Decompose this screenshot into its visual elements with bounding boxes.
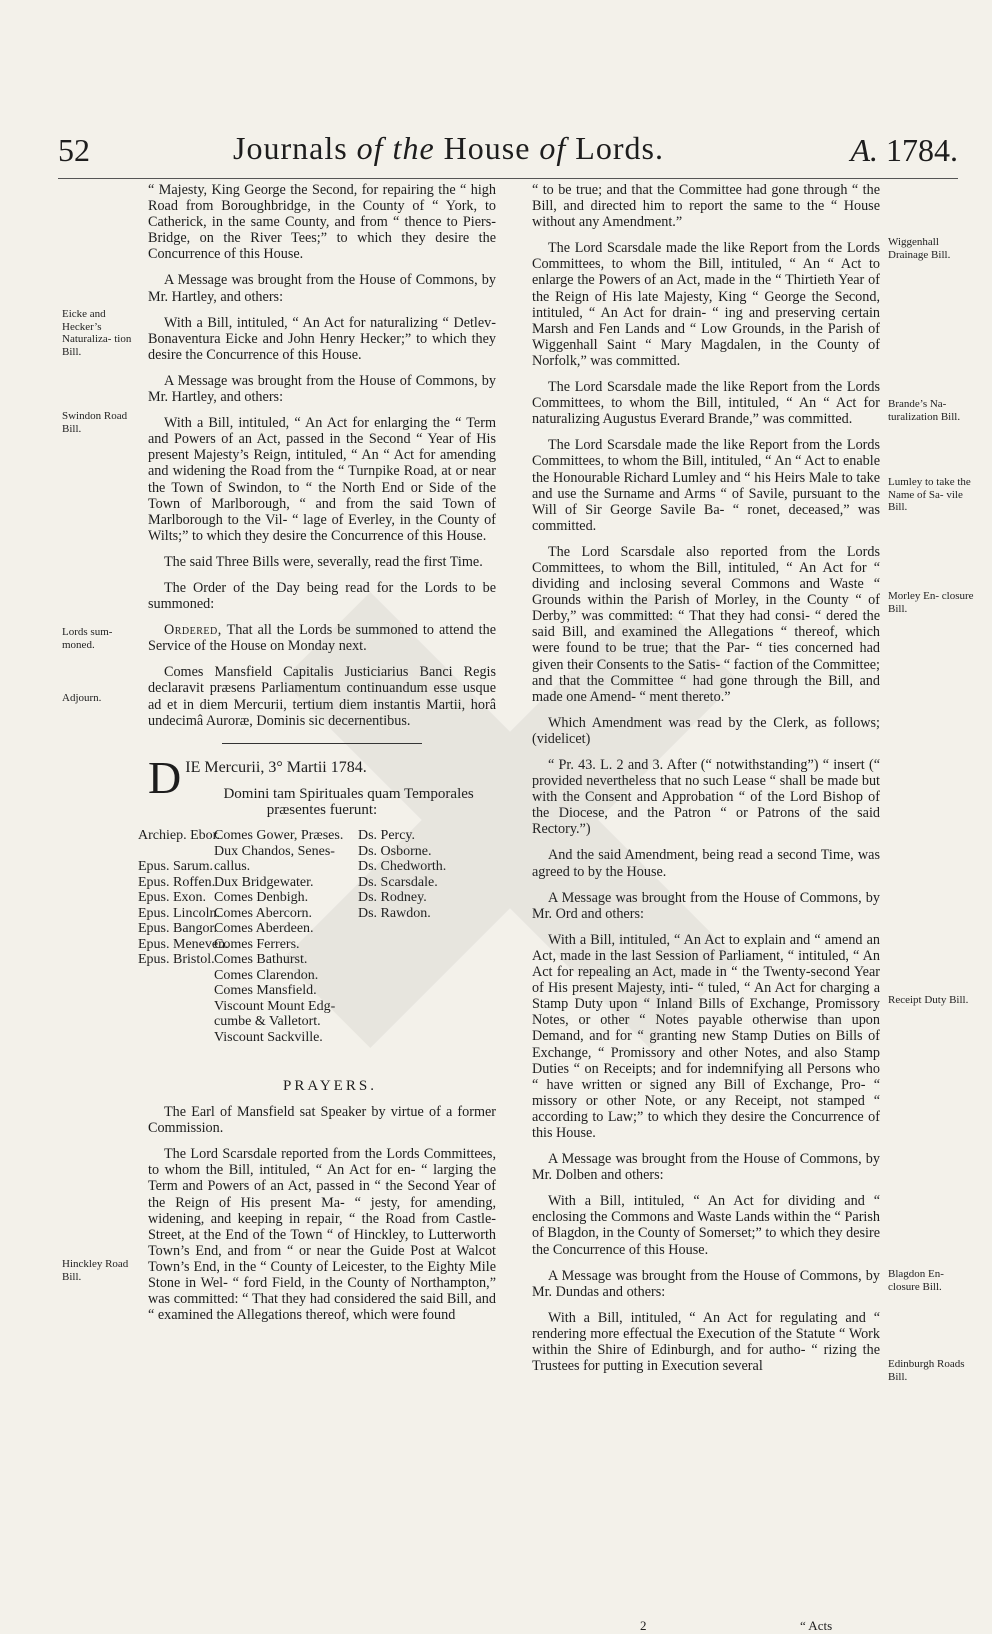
margin-note-hinckley: Hinckley Road Bill. [62, 1258, 129, 1283]
paragraph: “ to be true; and that the Committee had gone through “ the Bill, and directed him to report the same to the “ House without any Amendment.” [532, 182, 880, 231]
lord-entry: Viscount Sackville. [214, 1029, 323, 1045]
paragraph: The Order of the Day being read for the Lords to be summoned: [148, 579, 496, 613]
margin-note-lords-summoned: Lords sum- moned. [62, 626, 113, 651]
lord-entry: Epus. Lincoln. [138, 905, 221, 921]
paragraph: Which Amendment was read by the Clerk, as follows; (videlicet) [532, 714, 880, 747]
catchword: “ Acts [800, 1618, 833, 1633]
lord-entry: Epus. Exon. [138, 890, 207, 905]
running-title: Journals of the House of Lords. [233, 130, 664, 166]
margin-note-adjourn: Adjourn. [62, 692, 102, 704]
lords-column-barons [358, 828, 446, 921]
paragraph: The said Three Bills were, severally, read the first Time. [164, 553, 483, 570]
left-column [138, 182, 496, 1333]
margin-note-wiggenhall: Wiggenhall Drainage Bill. [888, 236, 951, 261]
paragraph: A Message was brought from the House of Commons, by Mr. Hartley, and others: [148, 372, 496, 406]
lord-entry: Archiep. Ebor. [138, 828, 221, 843]
lord-entry: Dux Chandos, Senes- [214, 843, 335, 859]
signature-mark: 2 [640, 1618, 647, 1633]
page-number: 52 [58, 132, 90, 168]
paragraph: A Message was brought from the House of Commons, by Mr. Hartley, and others: [148, 272, 496, 305]
lord-entry: Ds. Osborne. [358, 843, 432, 859]
right-column [532, 182, 880, 1384]
lord-entry: Ds. Chedworth. [358, 859, 447, 874]
lord-entry: Ds. Scarsdale. [358, 874, 438, 890]
margin-note-blagdon: Blagdon En- closure Bill. [888, 1268, 944, 1293]
paragraph: The Lord Scarsdale also reported from the Lords Committees, to whom the Bill, intituled, “ An Act for “ dividing and inclosing several Commons and Waste “ Grounds within the Parish of Morley, in the County “ of Derby,” was committed: “ That they had consi- “ dered the said Bill, and examined the Allegations “ thereof, which were found to be true; that the Par- “ ties concerned had given their Consents to the Satis- “ faction of the Committee; and that the Committee “ had gone through the Bill, and made one Amend- “ ment thereto.” [532, 543, 880, 705]
lord-entry: Comes Clarendon. [214, 967, 319, 983]
ordered-paragraph: Ordered, That all the Lords be summoned to attend the Service of the House on Monday next. [148, 622, 496, 655]
lord-entry: callus. [214, 859, 251, 874]
section-divider [222, 743, 422, 744]
ordered-word: Ordered, [164, 622, 222, 639]
lord-entry: Comes Gower, Præses. [214, 828, 344, 843]
lord-entry: Dux Bridgewater. [214, 874, 314, 890]
lord-entry: Ds. Rawdon. [358, 905, 431, 921]
adjournment-paragraph: Comes Mansfield Capitalis Justiciarius Banci Regis declaravit præsens Parliamentum continuandum esse usque ad et in diem Mercurii, tertium diem instantis Martii, horâ undecimâ Auroræ, Dominis sic decernentibus. [148, 664, 496, 729]
paragraph: The Lord Scarsdale made the like Report from the Lords Committees, to whom the Bill, intituled, “ An “ Act to enable the Honourable Richard Lumley and “ his Heirs Male to take and use the Surname and Arms “ of Savile, pursuant to the Will of Sir George Savile Ba- “ ronet, deceased,” was committed. [532, 437, 880, 534]
paragraph: A Message was brought from the House of Commons, by Mr. Ord and others: [532, 889, 880, 922]
lord-entry: Epus. Bristol. [138, 952, 215, 967]
paragraph: With a Bill, intituled, “ An Act for dividing and “ enclosing the Commons and Waste Lands within the “ Parish of Blagdon, in the County of Somerset;” to which they desire the Concurrence of this House. [532, 1193, 880, 1258]
domini-heading: Domini tam Spirituales quam Temporales præsentes fuerunt: [223, 785, 474, 818]
lords-column-temporal [214, 828, 343, 1045]
year-heading: A. 1784. [850, 132, 958, 168]
paragraph: The Earl of Mansfield sat Speaker by virtue of a former Commission. [148, 1104, 496, 1137]
paragraph: The Lord Scarsdale made the like Report from the Lords Committees, to whom the Bill, intituled, “ An “ Act to enlarge the Powers of an Act, made in the “ Thirtieth Year of the Reign of His late Majesty, King “ George the Second, intituled, “ An Act for drain- “ ing and preserving certain Marsh and Fen Lands and “ Low Grounds, in the Parish of Wiggenhall Saint “ Mary Magdalen, in the County of Norfolk,” was committed. [532, 240, 880, 369]
margin-note-eicke: Eicke and Hecker’s Naturaliza- tion Bill. [62, 308, 132, 358]
lords-present-list [138, 828, 496, 1078]
paragraph: With a Bill, intituled, “ An Act for naturalizing “ Detlev-Bonaventura Eicke and John Henry Hecker;” to which they desire the Concurrence of this House. [148, 314, 496, 363]
margin-note-edinburgh: Edinburgh Roads Bill. [888, 1358, 965, 1383]
paragraph: With a Bill, intituled, “ An Act for regulating and “ rendering more effectual the Execution of the Statute “ Work within the Shire of Edinburgh, and for autho- “ rizing the Trustees for putting in Execution several [532, 1309, 880, 1375]
paragraph: With a Bill, intituled, “ An Act for enlarging the “ Term and Powers of an Act, passed in the Second “ Year of His present Majesty’s Reign, intituled, “ An “ Act for amending and widening the Road from the “ Turnpike Road, at or near the Town of Swindon, to “ the North End or Side of the Town of Marlborough, “ and from the said Town of Marlborough to the Vil- “ lage of Everley, in the County of Wilts;” to which they desire the Concurrence of this House. [148, 415, 496, 544]
lord-entry: Epus. Bangor. [138, 921, 217, 936]
paragraph: A Message was brought from the House of Commons, by Mr. Dolben and others: [532, 1151, 880, 1184]
dateline: DIE Mercurii, 3° Martii 1784. [148, 751, 367, 803]
lord-entry: Ds. Percy. [358, 828, 416, 843]
paragraph: A Message was brought from the House of Commons, by Mr. Dundas and others: [532, 1267, 880, 1300]
margin-note-morley: Morley En- closure Bill. [888, 590, 974, 615]
margin-note-brande: Brande’s Na- turalization Bill. [888, 398, 961, 423]
lord-entry: Epus. Sarum. [138, 859, 214, 874]
page-header [58, 128, 958, 178]
lord-entry: Epus. Roffen. [138, 874, 216, 890]
lord-entry: Comes Mansfield. [214, 983, 317, 998]
lord-entry: Ds. Rodney. [358, 890, 427, 905]
lord-entry: cumbe & Valletort. [214, 1014, 321, 1029]
lord-entry: Viscount Mount Edg- [214, 998, 336, 1014]
header-rule [58, 178, 958, 179]
paragraph: With a Bill, intituled, “ An Act to explain and “ amend an Act, made in the last Session of Parliament, “ intituled, “ An Act for repealing an Act, made in “ the Twenty-second Year of His present Majesty, inti- “ tuled, “ An Act for charging a Stamp Duty upon “ Inland Bills of Exchange, Promissory Notes, or other “ Notes payable otherwise than upon Demand, and for “ granting new Stamp Duties on Bills of Exchange, “ Promissory and other Notes, and also Stamp Duties “ on Receipts; and for indemnifying all Persons who “ have written or signed any Bill of Exchange, Pro- “ missory or other Note, or any Receipt, not stamped “ according to Law;” to which they desire the Concurrence of this House. [532, 931, 880, 1141]
paragraph: And the said Amendment, being read a second Time, was agreed to by the House. [532, 847, 880, 880]
paragraph: “ Pr. 43. L. 2 and 3. After (“ notwithstanding”) “ insert (“ provided nevertheless that no such Lease “ shall be made but with the Consent and Approbation “ of the Lord Bishop of the Diocese, and the Patron “ or Patrons of the said Rectory.”) [532, 757, 880, 838]
drop-cap: D [148, 751, 182, 803]
lord-entry: Comes Bathurst. [214, 952, 308, 967]
lord-entry: Comes Ferrers. [214, 936, 300, 952]
lord-entry: Comes Denbigh. [214, 890, 309, 905]
margin-note-lumley: Lumley to take the Name of Sa- vile Bill. [888, 476, 971, 513]
paragraph: “ Majesty, King George the Second, for repairing the “ high Road from Boroughbridge, in the County of “ York, to Catherick, in the same County, and from “ thence to Piers-Bridge, on the River Tees;” to which they desire the Concurrence of this House. [148, 182, 496, 263]
prayers-heading: PRAYERS. [283, 1078, 377, 1094]
margin-note-swindon: Swindon Road Bill. [62, 410, 128, 435]
paragraph: The Lord Scarsdale made the like Report from the Lords Committees, to whom the Bill, intituled, “ An “ Act for naturalizing Augustus Everard Brande,” was committed. [532, 379, 880, 428]
lord-entry: Epus. Meneven. [138, 936, 229, 952]
lord-entry: Comes Aberdeen. [214, 921, 314, 936]
lord-entry: Comes Abercorn. [214, 905, 312, 921]
margin-note-receipt: Receipt Duty Bill. [888, 994, 969, 1006]
paragraph: The Lord Scarsdale reported from the Lords Committees, to whom the Bill, intituled, “ An Act for en- “ larging the Term and Powers of an Act, passed in “ the Second Year of the Reign of His present Ma- “ jesty, for amending, widening, and keeping in repair, “ the Road from Castle-Street, at the End of the Town “ of Hinckley, to Lutterworth Town’s End, and from “ or near the Guide Post at Walcot Town’s End, in the “ County of Leicester, to the Eighty Mile Stone in Wel- “ ford Field, in the County of Northampton,” was committed: “ That they had considered the said Bill, and “ examined the Allegations thereof, which were found [148, 1146, 496, 1324]
